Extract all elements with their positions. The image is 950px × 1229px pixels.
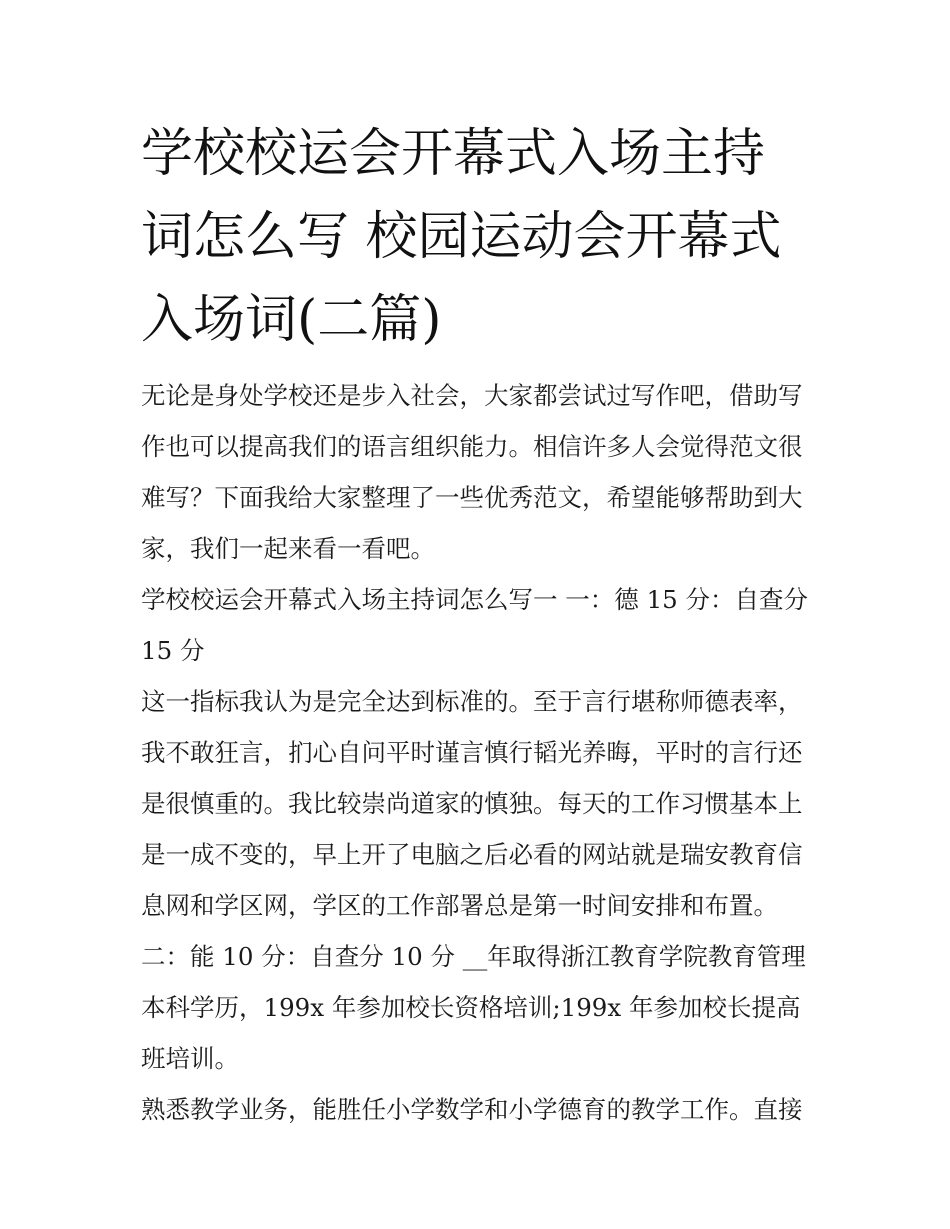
- paragraph-teaching: 熟悉教学业务，能胜任小学数学和小学德育的教学工作。直接: [141, 1095, 803, 1124]
- paragraph-section-heading: 学校校运会开幕式入场主持词怎么写一 一：德 15 分：自查分 15 分: [141, 585, 809, 665]
- document-title: 学校校运会开幕式入场主持词怎么写 校园运动会开幕式入场词(二篇): [141, 124, 782, 350]
- paragraph-intro: 无论是身处学校还是步入社会，大家都尝试过写作吧，借助写作也可以提高我们的语言组织能力。相信许多人会觉得范文很难写？下面我给大家整理了一些优秀范文，希望能够帮助到大家，我们一起来看一看吧。: [141, 381, 803, 563]
- document-page: [141, 113, 813, 1135]
- document-body: [141, 370, 813, 1135]
- paragraph-ability: 二：能 10 分：自查分 10 分 __年取得浙江教育学院教育管理本科学历，199x 年参加校长资格培训;199x 年参加校长提高班培训。: [141, 942, 806, 1073]
- paragraph-ethics: 这一指标我认为是完全达到标准的。至于言行堪称师德表率，我不敢狂言，扪心自问平时谨言慎行韬光养晦，平时的言行还是很慎重的。我比较崇尚道家的慎独。每天的工作习惯基本上是一成不变的，早上开了电脑之后必看的网站就是瑞安教育信息网和学区网，学区的工作部署总是第一时间安排和布置。: [141, 687, 803, 920]
